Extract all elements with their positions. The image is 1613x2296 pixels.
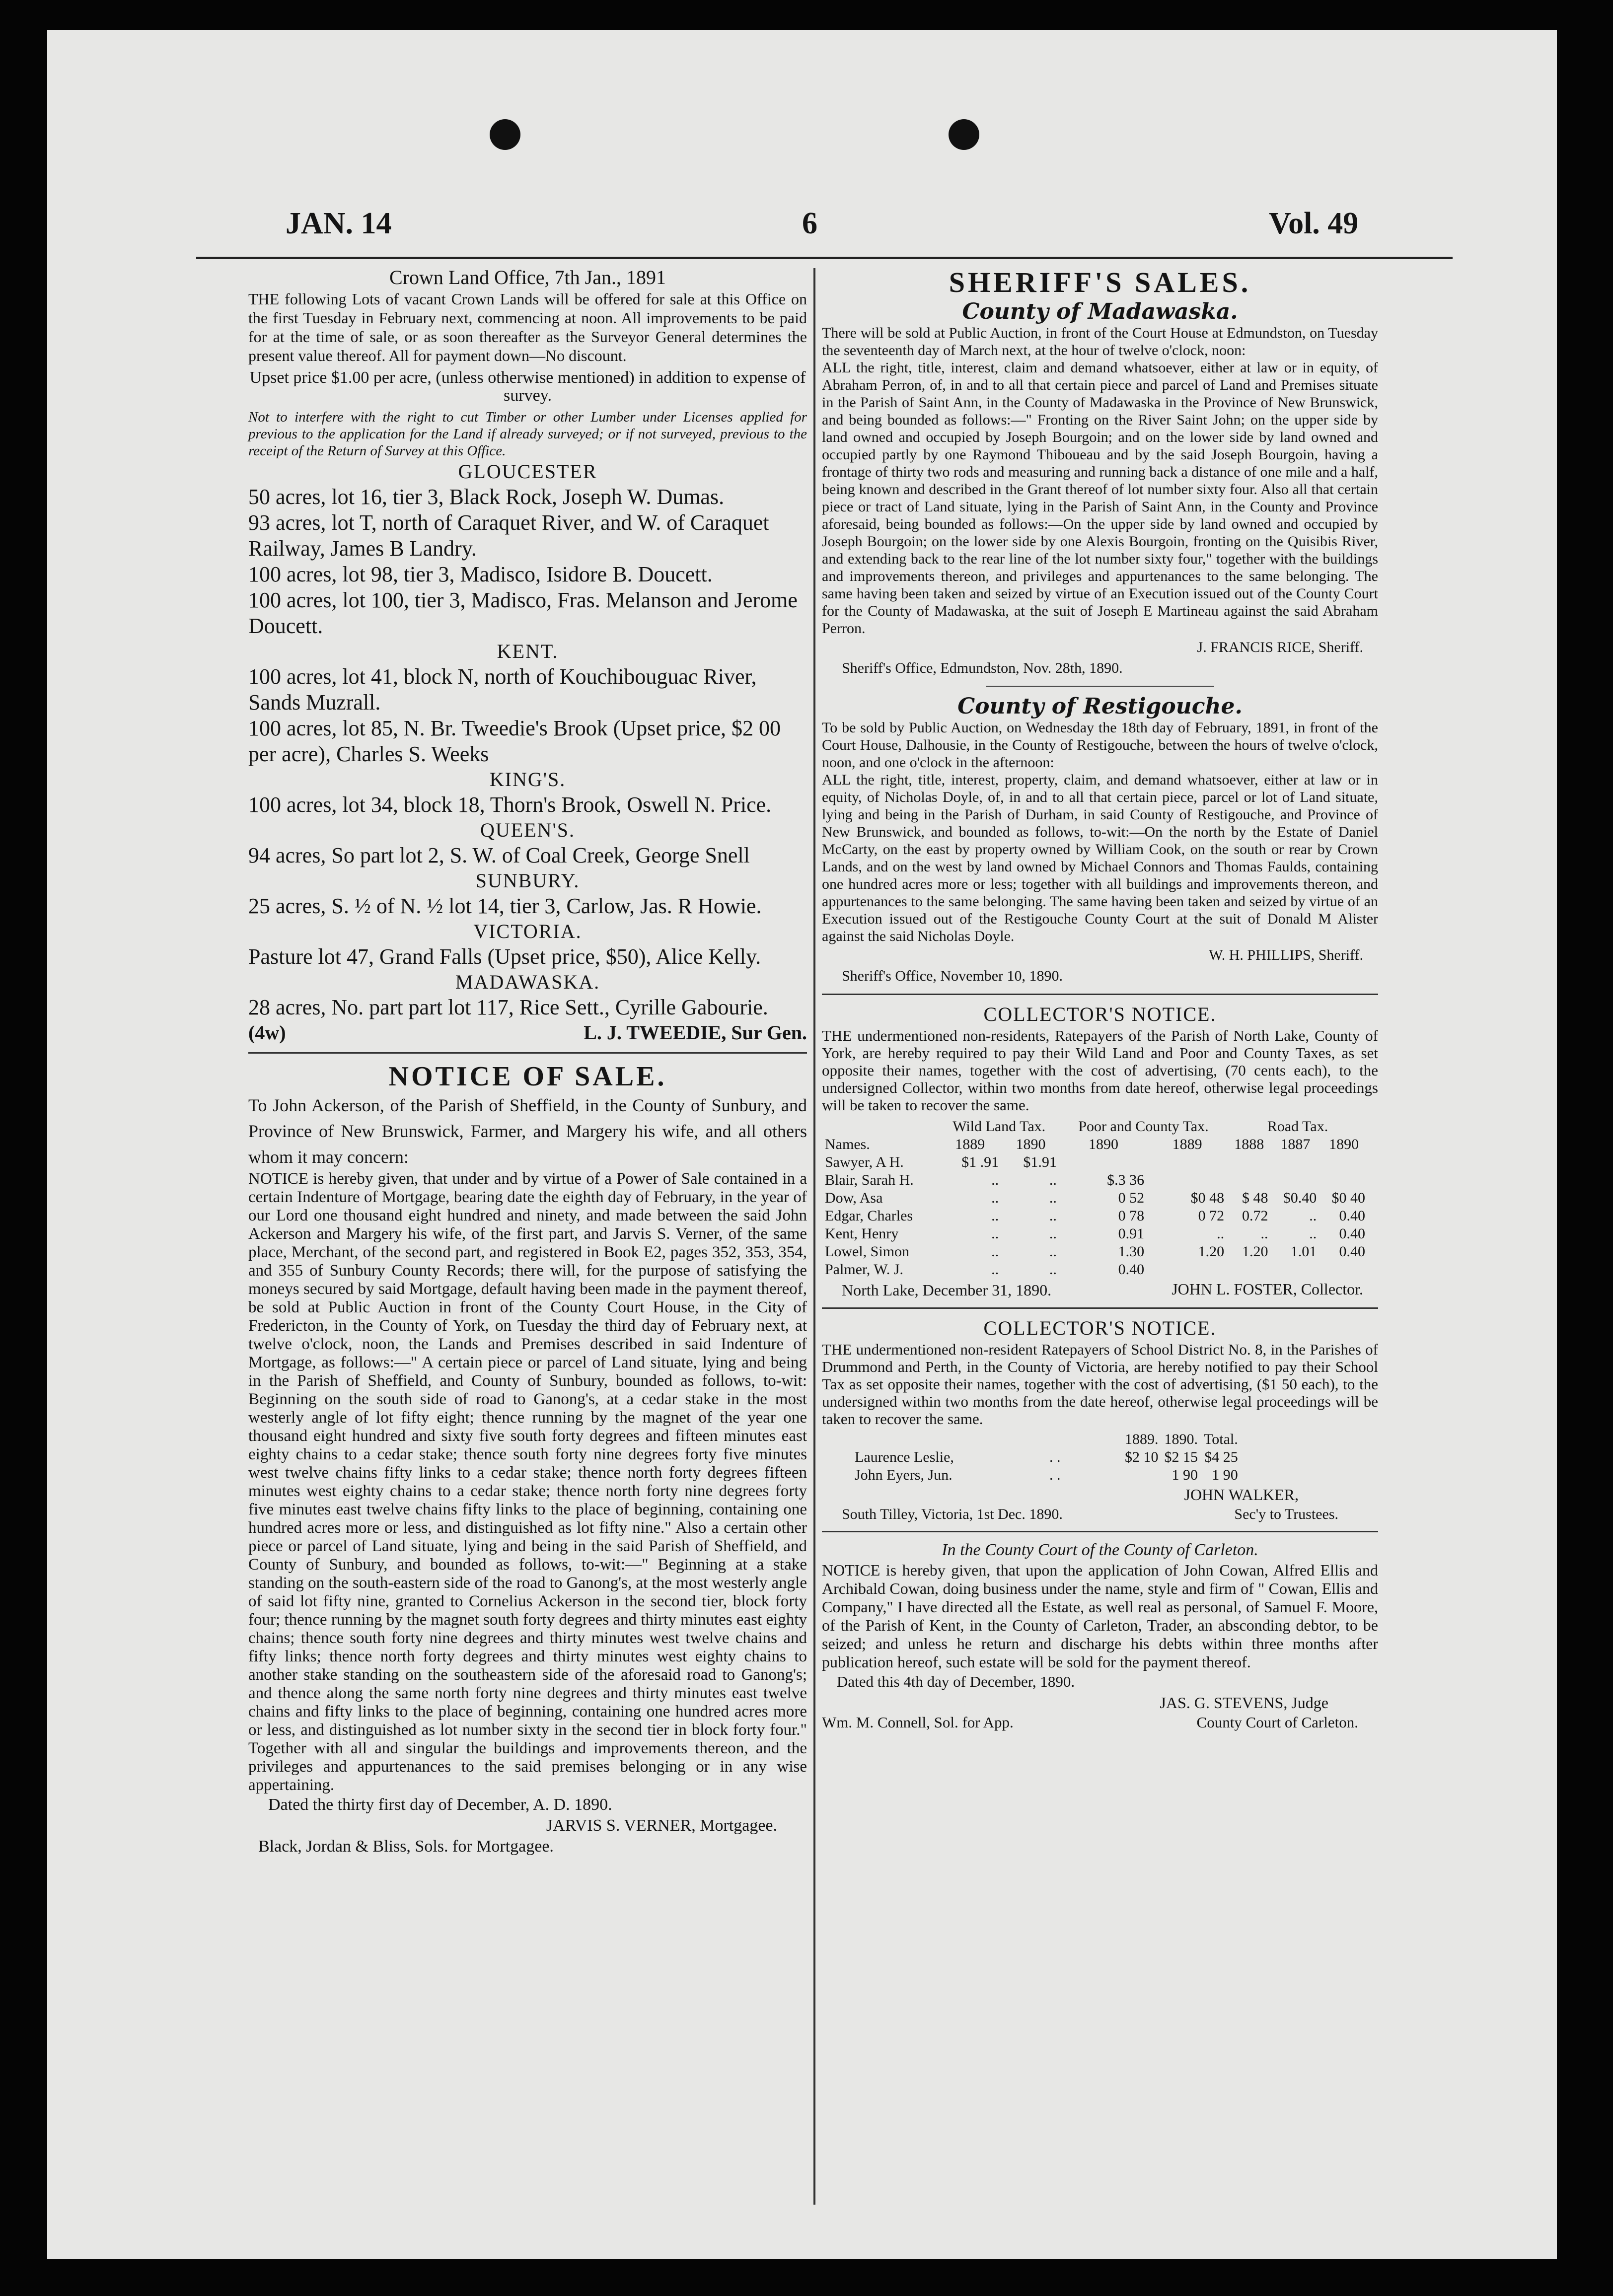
lot-entry: 100 acres, lot 85, N. Br. Tweedie's Brook (Upset price, $2 00 per acre), Charles S. Weeks: [248, 716, 781, 766]
year-header: 1889.: [1125, 1431, 1159, 1447]
ratepayer-name: Lowel, Simon: [825, 1243, 909, 1260]
sheriffs-sales-title: SHERIFF'S SALES.: [949, 266, 1251, 298]
trustee-line: [822, 1505, 1378, 1524]
trustee-role: Sec'y to Trustees.: [1234, 1506, 1338, 1522]
tax-amount: ..: [991, 1261, 999, 1278]
tax-amount: [1271, 1171, 1320, 1189]
right-column: [822, 266, 1378, 1732]
lot-entry: 25 acres, S. ½ of N. ½ lot 14, tier 3, Carlow, Jas. R Howie.: [248, 894, 762, 918]
column-rule: [813, 268, 815, 2205]
ratepayer-name: Sawyer, A H.: [825, 1154, 904, 1170]
col-header: Poor and County Tax.: [1078, 1118, 1209, 1135]
madawaska-sheriff: J. FRANCIS RICE, Sheriff.: [1197, 639, 1363, 655]
table-row: [822, 1261, 1368, 1279]
county-name: QUEEN'S.: [480, 819, 575, 841]
tax-amount: ..: [1049, 1172, 1057, 1188]
year-header: 1889: [1172, 1136, 1202, 1152]
tax-amount: 1 90: [1212, 1467, 1238, 1483]
tax-amount: [1227, 1171, 1271, 1189]
tax-amount: 0.40: [1118, 1261, 1145, 1278]
lot-entry: 100 acres, lot 100, tier 3, Madisco, Fras. Melanson and Jerome Doucett.: [248, 588, 798, 638]
tax-amount: ..: [1309, 1208, 1317, 1224]
tax-amount: ..: [1049, 1243, 1057, 1260]
table-row: [822, 1207, 1368, 1225]
year-header: 1889: [955, 1136, 985, 1152]
year-header: 1890: [1016, 1136, 1046, 1152]
tax-amount: 0 78: [1118, 1208, 1145, 1224]
ratepayer-name: Edgar, Charles: [825, 1208, 913, 1224]
year-header: 1890: [1329, 1136, 1359, 1152]
tax-amount: $0.40: [1283, 1190, 1317, 1206]
tax-amount: $1.91: [1023, 1154, 1057, 1170]
madawaska-body: ALL the right, title, interest, claim and demand whatsoever, either at law or in equity, of Abraham Perron, of, in and to all that certain piece and parcel of Land and Premises situate in the Parish of Saint Ann, in the County of Madawaska in the Province of New Brunswick, and being bounded as follows:—" Fronting on the River Saint John; on the upper side by land owned and occupied by Joseph Bourgoin; and on the lower side by land owned and occupied partly by one Raymond Thiboueau and by the said Joseph Bourgoin, having a frontage of thirty two rods and measuring and running back a distance of one mile and a half, being known and described in the Grant thereof of lot number sixty four. Also all that certain piece or tract of Land situate, lying in the Parish of Saint Ann, in the County and Province aforesaid, being bounded as follows:—On the upper side by land owned and occupied by Joseph Bourgoin; on the lower side by one Alexis Bourgoin, fronting on the Quisibis River, and extending back to the rear line of the lot number sixty four," together with the buildings and improvements thereon, and privileges and appurtenances to the same belonging. The same having been taken and seized by virtue of an Execution issued out of the County Court for the County of Madawaska, at the suit of Joseph E Martineau against the said Abraham Perron.: [822, 359, 1378, 637]
restigouche-sheriff: W. H. PHILLIPS, Sheriff.: [1209, 947, 1363, 963]
lot-entry: 93 acres, lot T, north of Caraquet River, and W. of Caraquet Railway, James B Landry.: [248, 510, 769, 561]
tax-amount: [1122, 1466, 1162, 1484]
tax-amount: $0 48: [1190, 1190, 1225, 1206]
lot-entry: Pasture lot 47, Grand Falls (Upset price, $50), Alice Kelly.: [248, 944, 761, 969]
tax-amount: 1 90: [1172, 1467, 1198, 1483]
tax-amount: $2 10: [1125, 1449, 1159, 1465]
punch-hole: [949, 119, 979, 150]
divider: [822, 994, 1378, 995]
timber-caution: Not to interfere with the right to cut Timber or other Lumber under Licenses applied for previous to the application for the Land if already surveyed; or if not surveyed, previous to the receipt of the Return of Survey at this Office.: [248, 409, 807, 459]
tax-amount: ..: [1309, 1225, 1317, 1242]
court-body: NOTICE is hereby given, that upon the application of John Cowan, Alfred Ellis and Archibald Cowan, doing business under the name, style and firm of " Cowan, Ellis and Company," I have directed all the Estate, as well real as personal, of Samuel F. Moore, of the Parish of Kent, in the County of Carleton, Trader, an absconding debtor, to be seized; and unless he return and discharge his debts within three months after publication hereof, such estate will be sold for the payment thereof.: [822, 1561, 1378, 1671]
tax-amount: ..: [1217, 1225, 1225, 1242]
restigouche-body: ALL the right, title, interest, property, claim, and demand whatsoever, either at law or in equity, of Nicholas Doyle, of, in and to all that certain piece, parcel or lot of Land situate, lying and being in the Parish of Durham, in said County of Restigouche, and Province of New Brunswick, and bounded as follows, to-wit:—On the north by the Estate of Daniel McCarty, on the east by property owned by William Cook, on the south or rear by Crown Lands, and on the west by land owned by Michael Connors and Thomas Faulds, containing one hundred acres more or less; together with all buildings and improvements thereon, and appurtenances to the same belonging. The same having been taken and seized by virtue of an Execution issued out of the Restigouche County Court at the suit of Donald M Alister against the said Nicholas Doyle.: [822, 772, 1378, 944]
lot-entry: 100 acres, lot 98, tier 3, Madisco, Isidore B. Doucett.: [248, 562, 713, 586]
madawaska-heading: County of Madawaska.: [962, 299, 1238, 324]
tax-amount: $1 .91: [961, 1154, 999, 1170]
tax-amount: 1.01: [1290, 1243, 1317, 1260]
dot-leader: . .: [1049, 1467, 1061, 1483]
court-heading: In the County Court of the County of Carleton.: [942, 1541, 1258, 1559]
divider: [822, 1531, 1378, 1532]
court-dated: Dated this 4th day of December, 1890.: [837, 1673, 1075, 1690]
mortgagee-signature: JARVIS S. VERNER, Mortgagee.: [546, 1816, 777, 1835]
restigouche-office: Sheriff's Office, November 10, 1890.: [842, 968, 1063, 984]
collector-notice-body-2: THE undermentioned non-resident Ratepayers of School District No. 8, in the Parishes of Drummond and Perth, in the County of Victoria, are hereby notified to pay their School Tax as set opposite their names, together with the cost of advertising, ($1 50 each), to the undersigned within two months from the date hereof, otherwise legal proceedings will be taken to recover the same.: [822, 1341, 1378, 1428]
tax-amount: $.3 36: [1107, 1172, 1145, 1188]
divider: [248, 1052, 807, 1054]
trustee-signature: JOHN WALKER,: [1184, 1486, 1299, 1504]
insertion-mark: (4w): [248, 1021, 286, 1044]
tax-amount: $2 15: [1164, 1449, 1198, 1465]
school-tax-header: [852, 1431, 1241, 1448]
table-row: [852, 1448, 1241, 1466]
upset-price: Upset price $1.00 per acre, (unless otherwise mentioned) in addition to expense of survey.: [249, 368, 806, 405]
ratepayer-name: Dow, Asa: [825, 1190, 883, 1206]
school-tax-table: [852, 1431, 1241, 1484]
tax-amount: ..: [1260, 1225, 1268, 1242]
ratepayer-name: John Eyers, Jun.: [855, 1467, 953, 1483]
county-name: MADAWASKA.: [455, 971, 600, 993]
tax-amount: [1147, 1153, 1227, 1171]
tax-amount: 1.20: [1198, 1243, 1225, 1260]
judge-signature: JAS. G. STEVENS, Judge: [1160, 1694, 1328, 1712]
tax-amount: [1320, 1153, 1368, 1171]
tax-amount: [1320, 1171, 1368, 1189]
ratepayer-name: Laurence Leslie,: [855, 1449, 954, 1465]
madawaska-intro: There will be sold at Public Auction, in front of the Court House at Edmundston, on Tuesday the seventeenth day of March next, at the hour of twelve o'clock, noon:: [822, 325, 1378, 359]
tax-amount: 1.30: [1118, 1243, 1145, 1260]
tax-amount: $4 25: [1204, 1449, 1238, 1465]
solicitor: Wm. M. Connell, Sol. for App.: [822, 1714, 1014, 1731]
tax-amount: $0 40: [1331, 1190, 1365, 1206]
year-header: 1890: [1089, 1136, 1118, 1152]
restigouche-intro: To be sold by Public Auction, on Wednesday the 18th day of February, 1891, in front of the Court House, Dalhousie, in the County of Restigouche, between the hours of twelve o'clock, noon, and one o'clock in the afternoon:: [822, 719, 1378, 771]
page-number: 6: [802, 207, 817, 240]
ratepayer-name: Palmer, W. J.: [825, 1261, 903, 1278]
tax-amount: ..: [1049, 1261, 1057, 1278]
restigouche-heading: County of Restigouche.: [957, 694, 1243, 719]
table-row: [822, 1225, 1368, 1243]
sale-address: To John Ackerson, of the Parish of Sheffield, in the County of Sunbury, and Province of New Brunswick, Farmer, and Margery his wife, and all others whom it may concern:: [248, 1095, 807, 1167]
tax-table: [822, 1118, 1368, 1279]
tax-amount: [1147, 1171, 1227, 1189]
surveyor-signature: L. J. TWEEDIE, Sur Gen.: [584, 1021, 807, 1044]
col-header: Road Tax.: [1267, 1118, 1328, 1135]
notice-of-sale-title: NOTICE OF SALE.: [388, 1061, 667, 1092]
tax-amount: ..: [991, 1243, 999, 1260]
court-name: County Court of Carleton.: [1196, 1714, 1358, 1731]
tax-amount: [1227, 1261, 1271, 1279]
crown-land-footer: [248, 1020, 807, 1045]
col-header: Wild Land Tax.: [953, 1118, 1046, 1135]
table-row: [822, 1171, 1368, 1189]
table-row: [822, 1243, 1368, 1261]
table-row: [852, 1466, 1241, 1484]
court-footer: [822, 1713, 1378, 1732]
county-name: GLOUCESTER: [458, 460, 597, 483]
tax-amount: 1.20: [1242, 1243, 1268, 1260]
tax-amount: [1227, 1153, 1271, 1171]
left-column: [248, 266, 807, 1857]
ratepayer-name: Kent, Henry: [825, 1225, 899, 1242]
collector-signature: JOHN L. FOSTER, Collector.: [1172, 1280, 1363, 1298]
header-rule: [196, 257, 1453, 259]
trustee-place: South Tilley, Victoria, 1st Dec. 1890.: [842, 1506, 1063, 1522]
collector-dated: North Lake, December 31, 1890.: [842, 1281, 1052, 1299]
county-name: VICTORIA.: [473, 920, 582, 942]
tax-amount: ..: [1049, 1225, 1057, 1242]
dot-leader: . .: [1049, 1449, 1061, 1465]
table-row: [822, 1153, 1368, 1171]
county-name: KING'S.: [489, 768, 566, 790]
tax-amount: ..: [1049, 1190, 1057, 1206]
year-header: 1887: [1280, 1136, 1311, 1152]
tax-table-header: [822, 1118, 1368, 1136]
tax-amount: 0.40: [1339, 1208, 1365, 1224]
tax-amount: [1060, 1153, 1147, 1171]
tax-amount: ..: [991, 1172, 999, 1188]
tax-amount: 0.40: [1339, 1243, 1365, 1260]
tax-amount: ..: [991, 1190, 999, 1206]
lot-entry: 94 acres, So part lot 2, S. W. of Coal Creek, George Snell: [248, 843, 750, 867]
lot-entry: 100 acres, lot 41, block N, north of Kouchibouguac River, Sands Muzrall.: [248, 664, 757, 715]
collector-notice-title-2: COLLECTOR'S NOTICE.: [983, 1317, 1217, 1339]
issue-date: JAN. 14: [286, 207, 392, 240]
col-header: Names.: [825, 1136, 870, 1152]
solicitors: Black, Jordan & Bliss, Sols. for Mortgagee.: [258, 1837, 554, 1856]
tax-amount: [1271, 1153, 1320, 1171]
lot-entry: 28 acres, No. part part lot 117, Rice Sett., Cyrille Gabourie.: [248, 995, 768, 1019]
county-name: KENT.: [497, 640, 559, 662]
tax-amount: [1320, 1261, 1368, 1279]
crown-land-body: THE following Lots of vacant Crown Lands will be offered for sale at this Office on the first Tuesday in February next, commencing at noon. All improvements to be paid for at the time of sale, or as soon thereafter as the Surveyor General determines the present value thereof. All for payment down—No discount.: [248, 290, 807, 364]
volume-number: Vol. 49: [1269, 207, 1359, 240]
year-header: Total.: [1204, 1431, 1238, 1447]
tax-amount: 0.72: [1242, 1208, 1268, 1224]
tax-amount: ..: [991, 1225, 999, 1242]
year-header: 1890.: [1164, 1431, 1198, 1447]
ratepayer-name: Blair, Sarah H.: [825, 1172, 914, 1188]
collector-notice-title: COLLECTOR'S NOTICE.: [983, 1003, 1217, 1025]
table-row: [822, 1189, 1368, 1207]
lot-entry: 100 acres, lot 34, block 18, Thorn's Brook, Oswell N. Price.: [248, 792, 772, 817]
sale-body: NOTICE is hereby given, that under and by virtue of a Power of Sale contained in a certain Indenture of Mortgage, bearing date the eighth day of February, in the year of our Lord one thousand eight hundred and ninety, and made between the said John Ackerson and Margery his wife, of the first part, and Jarvis S. Verner, of the same place, Merchant, of the second part, and registered in Book E2, pages 352, 353, 354, and 355 of Sunbury County Records; there will, for the purpose of satisfying the moneys secured by said Mortgage, default having been made in the payment thereof, be sold at Public Auction in front of the County Court House, in the City of Fredericton, in the County of York, on Tuesday the third day of February next, at twelve o'clock, noon, the Lands and Premises described in said Indenture of Mortgage, as follows:—" A certain piece or parcel of Land situate, lying and being in the Parish of Sheffield, and County of Sunbury, bounded as follows, to-wit: Beginning on the south side of road to Ganong's, at a cedar stake in the most westerly angle of lot fifty eight; thence running by the magnet of the year one thousand eight hundred and sixty five south forty degrees and fifteen minutes east eighty chains to a cedar stake; thence south forty nine degrees forty five minutes west twelve chains fifty links to a cedar stake; thence north forty degrees fifteen minutes west eighty chains to a cedar stake; thence north forty nine degrees forty five minutes east twelve chains fifty links to the place of beginning, containing one hundred acres more or less, and distinguished as lot fifty nine." Also a certain other piece or parcel of Land situate, lying and being in the said Parish of Sheffield, and County of Sunbury, and bounded as follows, to-wit:—" Beginning at a stake standing on the south-eastern side of the road to Ganong's, at the most westerly angle of said lot fifty nine, granted to Cornelius Ackerson in the second tier, block forty four; thence running by the magnet south forty degrees and thirty minutes east eighty chains; thence south forty nine degrees and thirty minutes west twelve chains and fifty links; thence north forty degrees and thirty minutes west eighty chains to another stake standing on the southeastern side of the aforesaid road to Ganong's; and thence along the same north forty nine degrees and thirty minutes east twelve chains and fifty links to the place of beginning, containing one hundred acres more or less, and distinguished as lot number sixty in the second tier in block forty four." Together with all and singular the buildings and improvements thereon, and the privileges and appurtenances to the said premises belonging or in any wise appertaining.: [248, 1170, 807, 1794]
collector-notice-body: THE undermentioned non-residents, Ratepayers of the Parish of North Lake, County of York, are hereby required to pay their Wild Land and Poor and County Taxes, as set opposite their names, together with the cost of advertising, (70 cents each), to the undersigned Collector, within two months from date hereof, otherwise legal proceedings will be taken to recover the same.: [822, 1027, 1378, 1114]
tax-amount: ..: [991, 1208, 999, 1224]
year-header: 1888: [1234, 1136, 1264, 1152]
crown-land-heading: Crown Land Office, 7th Jan., 1891: [389, 266, 666, 288]
tax-amount: 0.40: [1339, 1225, 1365, 1242]
divider: [822, 1307, 1378, 1309]
tax-amount: [1147, 1261, 1227, 1279]
tax-amount: $ 48: [1242, 1190, 1268, 1206]
county-name: SUNBURY.: [475, 869, 580, 892]
divider: [986, 686, 1214, 687]
tax-amount: 0 72: [1198, 1208, 1225, 1224]
sale-dated: Dated the thirty first day of December, A. D. 1890.: [268, 1795, 612, 1814]
madawaska-office: Sheriff's Office, Edmundston, Nov. 28th, 1890.: [842, 660, 1123, 676]
tax-amount: ..: [1049, 1208, 1057, 1224]
tax-amount: 0.91: [1118, 1225, 1145, 1242]
tax-amount: 0 52: [1118, 1190, 1145, 1206]
tax-amount: [1271, 1261, 1320, 1279]
punch-hole: [490, 119, 520, 150]
lot-entry: 50 acres, lot 16, tier 3, Black Rock, Joseph W. Dumas.: [248, 485, 725, 509]
